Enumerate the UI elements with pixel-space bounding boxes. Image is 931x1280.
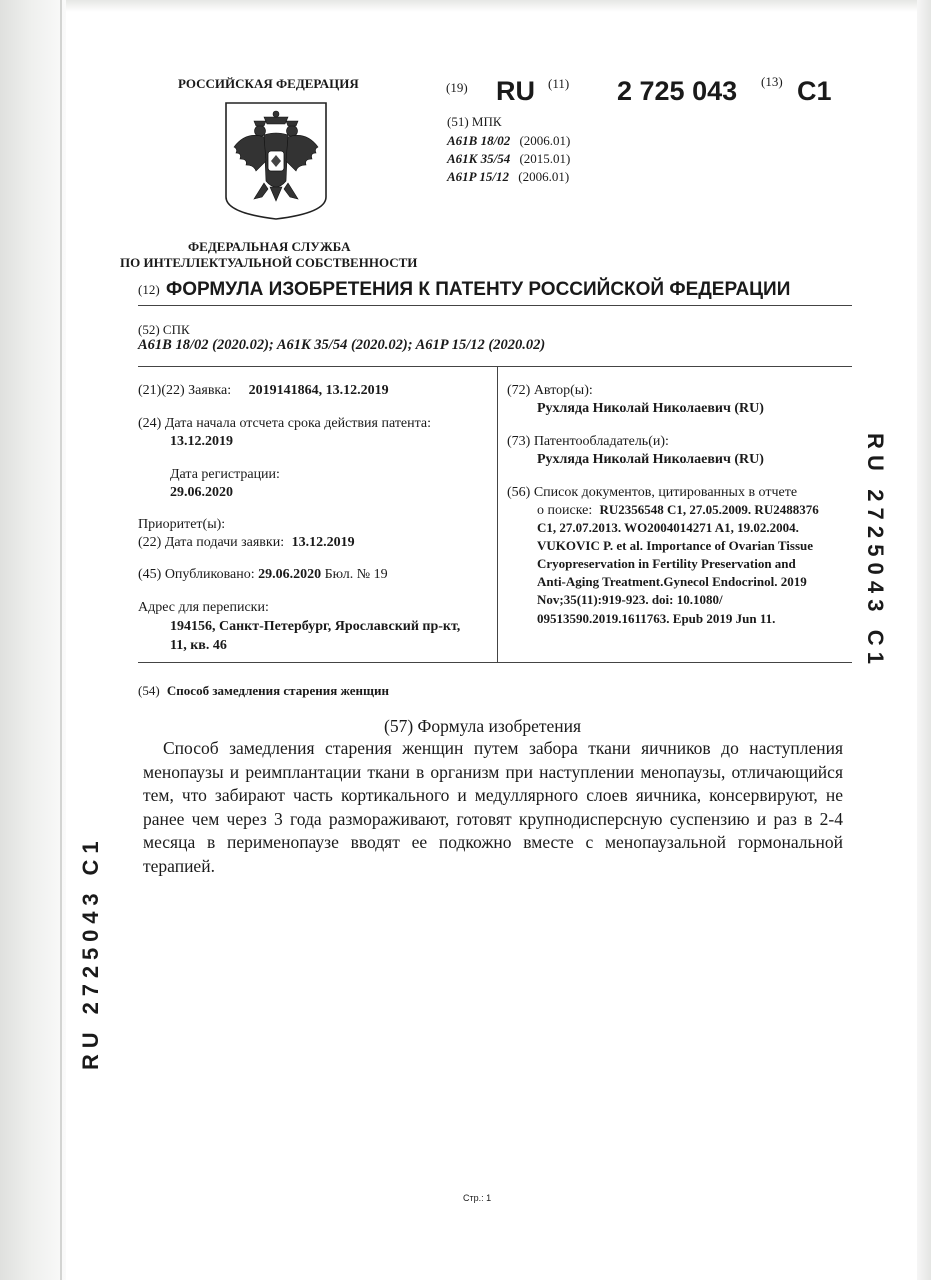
mpk-class: A61B 18/02 (447, 133, 511, 148)
claims-body (143, 737, 843, 878)
spk-label: СПК (162, 322, 190, 337)
scan-top-shadow (0, 0, 931, 12)
mpk-version: (2015.01) (519, 151, 571, 166)
priority-label: Приоритет(ы): (138, 517, 226, 532)
code-13: (13) (761, 74, 783, 89)
application-label: (21)(22) Заявка: (138, 383, 232, 398)
reg-date-value: 29.06.2020 (170, 485, 233, 500)
authors-value: Рухляда Николай Николаевич (RU) (537, 401, 764, 416)
mpk-row (447, 151, 570, 167)
mpk-label: МПК (471, 114, 502, 129)
spk-heading (138, 322, 190, 338)
bibliography-top-divider (138, 366, 852, 367)
references-line: Nov;35(11):919-923. doi: 10.1080/ (537, 592, 723, 607)
scan-left-shadow (0, 0, 66, 1280)
address-line2: 11, кв. 46 (170, 638, 227, 653)
start-date-value: 13.12.2019 (170, 434, 233, 449)
application-value: 2019141864, 13.12.2019 (248, 383, 389, 398)
bulletin: Бюл. № 19 (324, 567, 388, 582)
references-line: Cryopreservation in Fertility Preservation and (537, 556, 796, 571)
references-label: о поиске: (537, 503, 593, 518)
published-value: 29.06.2020 (258, 567, 322, 582)
code-19: (19) (446, 80, 468, 95)
references-line: 09513590.2019.1611763. Epub 2019 Jun 11. (537, 611, 776, 626)
invention-code: (54) (138, 683, 160, 698)
published-label: (45) Опубликовано: (138, 567, 255, 582)
filing-label: (22) Дата подачи заявки: (138, 535, 285, 550)
mpk-row (447, 169, 569, 185)
side-label-right (864, 433, 888, 783)
scan-left-fold (60, 0, 62, 1280)
bibliography-bottom-divider (138, 662, 852, 663)
mpk-class: A61K 35/54 (447, 151, 511, 166)
country-code: RU (496, 76, 535, 106)
reg-date-label: Дата регистрации: (170, 467, 280, 482)
application-row (138, 383, 389, 399)
title-code: (12) (138, 282, 160, 297)
references-text: RU2356548 C1, 27.05.2009. RU2488376 (599, 502, 819, 517)
references-line (537, 502, 819, 519)
coat-of-arms-emblem (224, 101, 328, 221)
references-line: Anti-Aging Treatment.Gynecol Endocrinol. 2019 (537, 574, 807, 589)
spk-code: (52) (138, 322, 160, 337)
patent-number: 2 725 043 (617, 76, 738, 106)
mpk-heading (447, 114, 502, 130)
mpk-version: (2006.01) (519, 133, 571, 148)
filing-row (138, 535, 355, 551)
document-title: ФОРМУЛА ИЗОБРЕТЕНИЯ К ПАТЕНТУ РОССИЙСКОЙ ФЕДЕРАЦИИ (166, 279, 791, 300)
references-line: C1, 27.07.2013. WO2004014271 A1, 19.02.2004. (537, 520, 799, 535)
claims-heading: (57) Формула изобретения (384, 716, 582, 736)
start-date-label: (24) Дата начала отсчета срока действия патента: (138, 416, 432, 431)
published-row (138, 567, 388, 583)
side-label-text: RU 2725043 C1 (863, 433, 888, 671)
side-label-left (78, 730, 102, 1070)
invention-title: Способ замедления старения женщин (166, 683, 389, 698)
address-line1: 194156, Санкт-Петербург, Ярославский пр-кт, (170, 619, 461, 634)
references-line: VUKOVIC P. et al. Importance of Ovarian Tissue (537, 538, 814, 553)
spk-value: A61B 18/02 (2020.02); A61K 35/54 (2020.02); A61P 15/12 (2020.02) (138, 337, 546, 353)
agency-name-line1: ФЕДЕРАЛЬНАЯ СЛУЖБА (188, 239, 351, 254)
holder-label: (73) Патентообладатель(и): (507, 434, 669, 449)
filing-value: 13.12.2019 (291, 535, 355, 550)
mpk-code: (51) (447, 114, 469, 129)
country-name: РОССИЙСКАЯ ФЕДЕРАЦИЯ (178, 76, 359, 91)
references-heading: (56) Список документов, цитированных в отчете (507, 485, 798, 500)
holder-value: Рухляда Николай Николаевич (RU) (537, 452, 764, 467)
kind-code: C1 (797, 76, 832, 106)
invention-title-row (138, 683, 389, 699)
agency-name-line2: ПО ИНТЕЛЛЕКТУАЛЬНОЙ СОБСТВЕННОСТИ (120, 255, 418, 270)
scan-right-shadow (917, 0, 931, 1280)
page-number: Стр.: 1 (463, 1193, 492, 1203)
mpk-version: (2006.01) (518, 169, 570, 184)
code-11: (11) (548, 76, 570, 91)
mpk-class: A61P 15/12 (447, 169, 509, 184)
address-label: Адрес для переписки: (138, 600, 269, 615)
claims-text: Способ замедления старения женщин путем забора ткани яичников до наступления менопаузы и реимплантации ткани в организм при наступлении менопаузы, отличающийся тем, что забирают часть кортикального и медуллярного слоев яичника, консервируют, не ранее чем через 3 года размораживают, готовят крупнодисперсную суспензию и раз в 2-4 месяца в перименопаузе вводят ее подкожно вместе с менопаузальной гормональной терапией. (143, 738, 843, 876)
title-divider (138, 305, 852, 306)
mpk-row (447, 133, 570, 149)
side-label-text: RU 2725043 C1 (78, 835, 103, 1070)
column-divider (497, 366, 498, 663)
authors-label: (72) Автор(ы): (507, 383, 593, 398)
